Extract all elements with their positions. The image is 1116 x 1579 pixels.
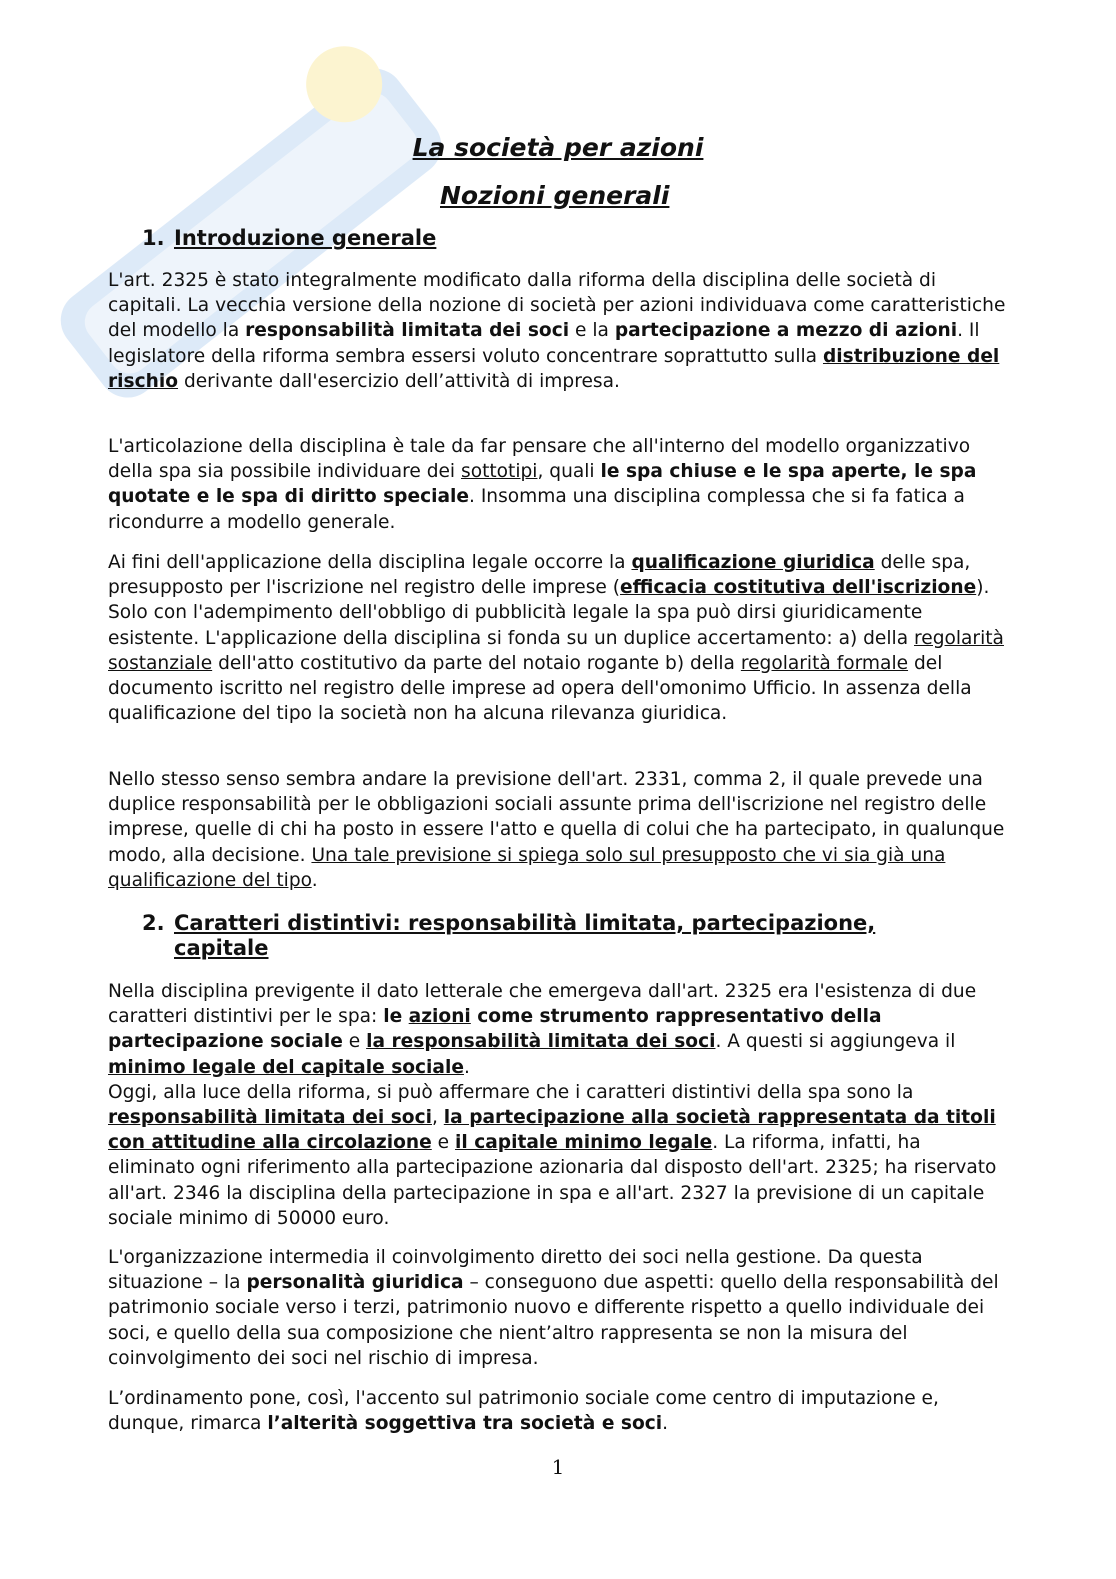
- text-run: e: [342, 1031, 367, 1053]
- text-run: , quali: [537, 461, 601, 483]
- bold-underlined-text: la responsabilità limitata dei soci: [366, 1031, 716, 1053]
- bold-text: come strumento rappresentativo della partecipazione sociale: [108, 1006, 882, 1053]
- section-title: Introduzione generale: [174, 226, 437, 250]
- bold-underlined-text: azioni: [408, 1006, 471, 1028]
- text-run: dell'atto costitutivo da parte del notaio rogante b) della: [212, 652, 741, 674]
- paragraph: [108, 767, 1006, 893]
- bold-underlined-text: qualificazione giuridica: [631, 552, 875, 573]
- bold-underlined-text: distribuzione del rischio: [108, 345, 1000, 392]
- section-number: 1.: [142, 226, 165, 250]
- text-run: .: [311, 869, 318, 891]
- underlined-text: Una tale previsione si spiega solo sul presupposto che vi sia già una qualificazione del tipo: [108, 844, 946, 891]
- bold-text: l’alterità soggettiva tra società e soci: [267, 1413, 663, 1435]
- text-run: del documento iscritto nel registro delle imprese ad opera dell'omonimo Ufficio. In assenza della qualificazione del tipo la società non ha alcuna rilevanza giuridica.: [108, 652, 972, 725]
- section-number: 2.: [142, 911, 165, 935]
- text-run: derivante dall'esercizio dell’attività di impresa.: [178, 370, 620, 392]
- text-run: . A questi si aggiungeva il: [715, 1031, 956, 1053]
- page-subtitle: Nozioni generali: [440, 181, 670, 210]
- text-run: Nella disciplina previgente il dato letterale che emergeva dall'art. 2325 era l'esistenza di due caratteri distintivi per le spa:: [108, 981, 977, 1028]
- text-run: – conseguono due aspetti: quello della responsabilità del patrimonio sociale verso i terzi, patrimonio nuovo e differente rispetto a quello individuale dei soci, e quello della sua composizione che nient’altro rappresenta se non la misura del coinvolgimento dei soci nel rischio di impresa.: [108, 1272, 999, 1369]
- text-run: e: [431, 1132, 456, 1154]
- bold-underlined-text: la partecipazione alla società rappresentata da titoli con attitudine alla circolazione: [108, 1107, 996, 1154]
- bold-underlined-text: responsabilità limitata dei soci: [108, 1107, 432, 1129]
- paragraph: [108, 550, 1006, 726]
- section-heading-2: [142, 911, 942, 961]
- paragraph: [108, 1245, 1006, 1371]
- text-run: L'organizzazione intermedia il coinvolgimento diretto dei soci nella gestione. Da questa situazione – la: [108, 1247, 923, 1294]
- bold-underlined-text: minimo legale del capitale sociale: [108, 1056, 464, 1078]
- text-run: . Oggi, alla luce della riforma, si può affermare che i caratteri distintivi della spa sono la: [108, 1056, 914, 1103]
- bold-text: personalità giuridica: [246, 1272, 464, 1294]
- text-run: L'art. 2325 è stato integralmente modificato dalla riforma della disciplina delle società di capitali. La vecchia versione della nozione di società per azioni individuava come caratteristiche del modello la: [108, 270, 1006, 342]
- paragraph: [108, 1386, 1006, 1436]
- paragraph: [108, 268, 1006, 394]
- bold-text: partecipazione a mezzo di azioni: [614, 320, 958, 342]
- text-run: ,: [431, 1107, 444, 1129]
- bold-underlined-text: efficacia costitutiva dell'iscrizione: [620, 577, 977, 599]
- section-title: Caratteri distintivi: responsabilità limitata, partecipazione, capitale: [174, 911, 876, 960]
- paragraph: [108, 434, 1006, 535]
- bold-text: responsabilità limitata dei soci: [245, 320, 570, 342]
- text-run: L’ordinamento pone, così, l'accento sul patrimonio sociale come centro di imputazione e, dunque, rimarca: [108, 1388, 939, 1435]
- text-run: .: [662, 1413, 669, 1435]
- page-title: La società per azioni: [412, 133, 704, 162]
- bold-text: le: [383, 1006, 409, 1028]
- text-run: ). Solo con l'adempimento dell'obbligo di pubblicità legale la spa può dirsi giuridicamente esistente. L'applicazione della disciplina si fonda su un duplice accertamento: a) della: [108, 577, 990, 649]
- underlined-text: regolarità sostanziale: [108, 627, 1004, 674]
- underlined-text: regolarità formale: [740, 652, 909, 674]
- bold-text: le spa chiuse e le spa aperte, le spa quotate e le spa di diritto speciale: [108, 461, 977, 508]
- bold-underlined-text: il capitale minimo legale: [455, 1132, 713, 1154]
- text-run: L'articolazione della disciplina è tale da far pensare che all'interno del modello organizzativo della spa sia possibile individuare dei: [108, 436, 971, 483]
- text-run: . Insomma una disciplina complessa che si fa fatica a ricondurre a modello generale.: [108, 486, 965, 533]
- text-run: e la: [569, 320, 615, 342]
- section-heading-1: [142, 226, 436, 251]
- page-number: 1: [551, 1455, 565, 1479]
- underlined-text: sottotipi: [461, 461, 538, 483]
- text-run: . La riforma, infatti, ha eliminato ogni riferimento alla partecipazione azionaria dal disposto dell'art. 2325; ha riservato all'art. 2346 la disciplina della partecipazione in spa e all'art. 2327 la previsione di un capitale sociale minimo di 50000 euro.: [108, 1132, 997, 1229]
- text-run: . Il legislatore della riforma sembra essersi voluto concentrare soprattutto sulla: [108, 320, 980, 367]
- text-run: Nello stesso senso sembra andare la previsione dell'art. 2331, comma 2, il quale prevede una duplice responsabilità per le obbligazioni sociali assunte prima dell'iscrizione nel registro delle imprese, quelle di chi ha posto in essere l'atto e quella di colui che ha partecipato, in qualunque modo, alla decisione.: [108, 769, 1005, 866]
- paragraph: [108, 979, 1006, 1231]
- text-run: Ai fini dell'applicazione della disciplina legale occorre la: [108, 552, 632, 573]
- text-run: delle spa, presupposto per l'iscrizione nel registro delle imprese (: [108, 552, 971, 599]
